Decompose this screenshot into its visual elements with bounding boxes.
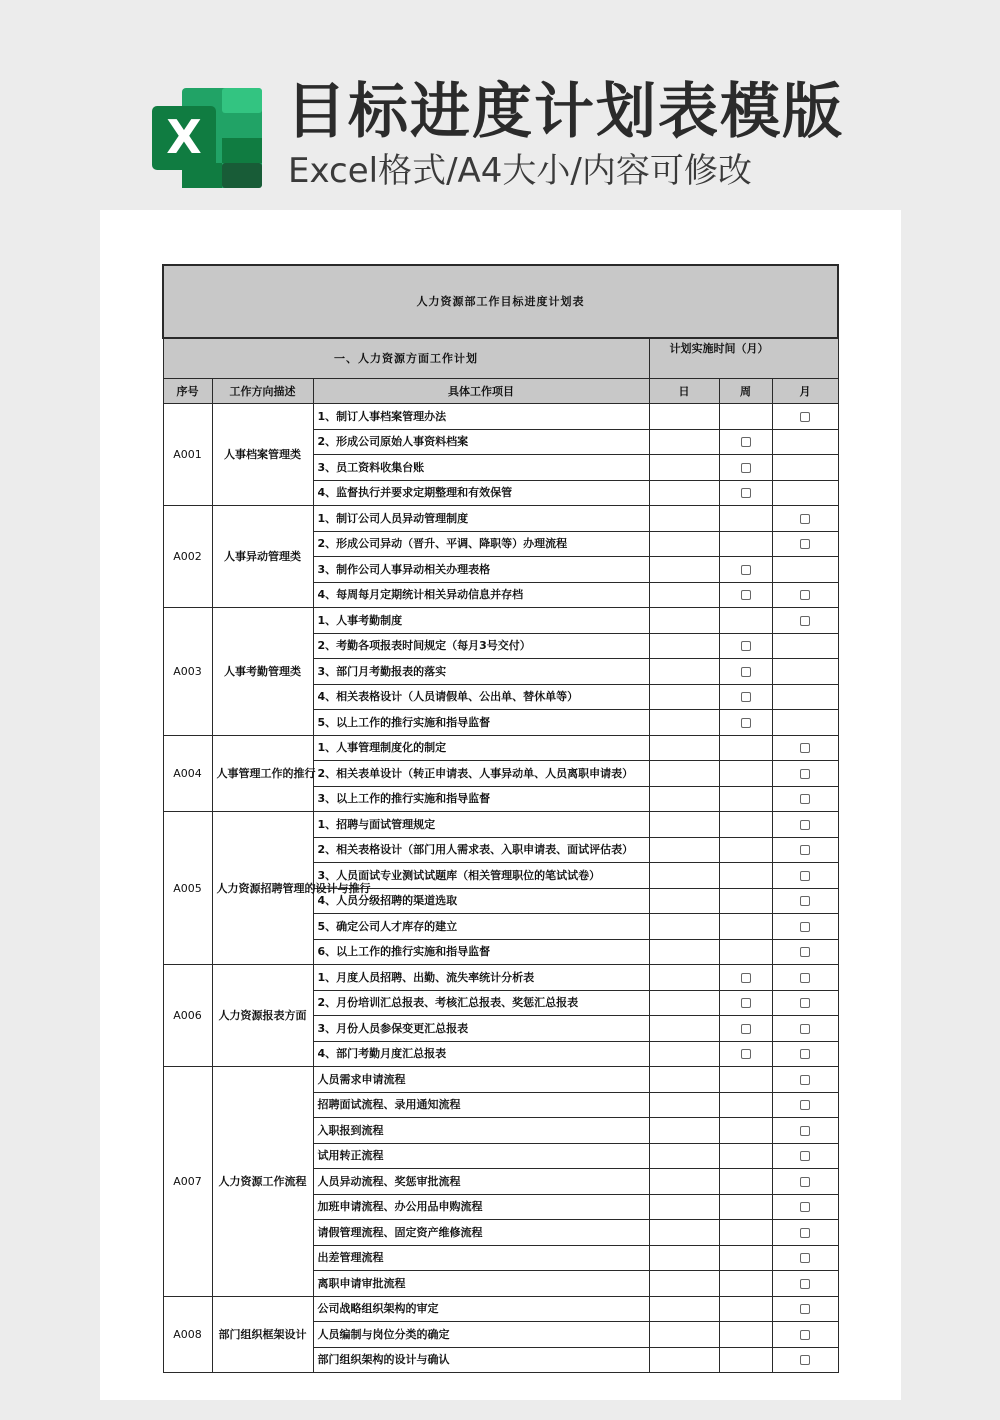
- cell-week: [719, 1169, 772, 1195]
- cell-month: [772, 786, 838, 812]
- cell-day: [649, 1347, 719, 1373]
- cell-day: [649, 914, 719, 940]
- cell-week: [719, 659, 772, 685]
- cell-day: [649, 812, 719, 838]
- cell-week: [719, 1347, 772, 1373]
- checkbox-icon[interactable]: [800, 514, 810, 524]
- task-item: 5、确定公司人才库存的建立: [313, 914, 649, 940]
- cell-week: [719, 939, 772, 965]
- cell-day: [649, 531, 719, 557]
- cell-week: [719, 582, 772, 608]
- cell-month: [772, 429, 838, 455]
- checkbox-icon[interactable]: [800, 1355, 810, 1365]
- cell-week: [719, 1067, 772, 1093]
- cell-day: [649, 939, 719, 965]
- cell-week: [719, 1245, 772, 1271]
- task-item: 1、月度人员招聘、出勤、流失率统计分析表: [313, 965, 649, 991]
- cell-week: [719, 1220, 772, 1246]
- cell-day: [649, 1067, 719, 1093]
- cell-week: [719, 1143, 772, 1169]
- checkbox-icon[interactable]: [741, 718, 751, 728]
- task-item: 试用转正流程: [313, 1143, 649, 1169]
- col-header-item: 具体工作项目: [313, 379, 649, 404]
- checkbox-icon[interactable]: [800, 1100, 810, 1110]
- group-direction: 部门组织框架设计: [212, 1296, 313, 1373]
- cell-week: [719, 761, 772, 787]
- cell-day: [649, 735, 719, 761]
- cell-month: [772, 1016, 838, 1042]
- group-id: A004: [163, 735, 212, 812]
- task-item: 2、相关表单设计（转正申请表、人事异动单、人员离职申请表）: [313, 761, 649, 787]
- task-item: 离职申请审批流程: [313, 1271, 649, 1297]
- cell-month: [772, 1169, 838, 1195]
- cell-month: [772, 939, 838, 965]
- cell-week: [719, 1194, 772, 1220]
- cell-week: [719, 812, 772, 838]
- task-item: 2、月份培训汇总报表、考核汇总报表、奖惩汇总报表: [313, 990, 649, 1016]
- checkbox-icon[interactable]: [800, 1075, 810, 1085]
- cell-month: [772, 863, 838, 889]
- table-row: [163, 608, 838, 634]
- plan-time-header: 计划实施时间（月）: [649, 338, 838, 379]
- page-title: 目标进度计划表模版: [286, 77, 844, 147]
- checkbox-icon[interactable]: [800, 1253, 810, 1263]
- checkbox-icon[interactable]: [800, 769, 810, 779]
- cell-month: [772, 1347, 838, 1373]
- cell-month: [772, 710, 838, 736]
- checkbox-icon[interactable]: [741, 1049, 751, 1059]
- checkbox-icon[interactable]: [800, 1228, 810, 1238]
- checkbox-icon[interactable]: [800, 896, 810, 906]
- task-item: 人员需求申请流程: [313, 1067, 649, 1093]
- checkbox-icon[interactable]: [800, 1202, 810, 1212]
- cell-month: [772, 506, 838, 532]
- checkbox-icon[interactable]: [800, 973, 810, 983]
- cell-day: [649, 633, 719, 659]
- cell-week: [719, 608, 772, 634]
- cell-day: [649, 1143, 719, 1169]
- cell-month: [772, 1245, 838, 1271]
- cell-week: [719, 557, 772, 583]
- cell-month: [772, 582, 838, 608]
- cell-day: [649, 1016, 719, 1042]
- cell-week: [719, 710, 772, 736]
- table-row: [163, 965, 838, 991]
- checkbox-icon[interactable]: [741, 973, 751, 983]
- task-item: 部门组织架构的设计与确认: [313, 1347, 649, 1373]
- task-item: 1、招聘与面试管理规定: [313, 812, 649, 838]
- cell-day: [649, 455, 719, 481]
- cell-month: [772, 1296, 838, 1322]
- task-item: 2、形成公司原始人事资料档案: [313, 429, 649, 455]
- cell-day: [649, 684, 719, 710]
- cell-month: [772, 837, 838, 863]
- group-id: A001: [163, 404, 212, 506]
- checkbox-icon[interactable]: [741, 692, 751, 702]
- cell-week: [719, 786, 772, 812]
- task-item: 招聘面试流程、录用通知流程: [313, 1092, 649, 1118]
- checkbox-icon[interactable]: [800, 616, 810, 626]
- cell-week: [719, 1118, 772, 1144]
- cell-month: [772, 990, 838, 1016]
- checkbox-icon[interactable]: [800, 1151, 810, 1161]
- cell-month: [772, 1220, 838, 1246]
- col-header-day: 日: [649, 379, 719, 404]
- task-item: 4、监督执行并要求定期整理和有效保管: [313, 480, 649, 506]
- cell-day: [649, 1271, 719, 1297]
- checkbox-icon[interactable]: [741, 667, 751, 677]
- cell-day: [649, 990, 719, 1016]
- section-title: 一、人力资源方面工作计划: [163, 338, 649, 379]
- checkbox-icon[interactable]: [800, 1304, 810, 1314]
- page-subtitle: Excel格式/A4大小/内容可修改: [288, 151, 752, 191]
- sheet-title: 人力资源部工作目标进度计划表: [163, 265, 838, 338]
- checkbox-icon[interactable]: [741, 463, 751, 473]
- cell-day: [649, 1322, 719, 1348]
- cell-week: [719, 837, 772, 863]
- cell-day: [649, 965, 719, 991]
- checkbox-icon[interactable]: [800, 947, 810, 957]
- cell-day: [649, 1296, 719, 1322]
- group-direction: 人事异动管理类: [212, 506, 313, 608]
- cell-month: [772, 812, 838, 838]
- cell-week: [719, 1016, 772, 1042]
- checkbox-icon[interactable]: [741, 998, 751, 1008]
- cell-month: [772, 1067, 838, 1093]
- col-header-direction: 工作方向描述: [212, 379, 313, 404]
- cell-day: [649, 404, 719, 430]
- cell-month: [772, 1118, 838, 1144]
- cell-day: [649, 1194, 719, 1220]
- checkbox-icon[interactable]: [741, 437, 751, 447]
- task-item: 出差管理流程: [313, 1245, 649, 1271]
- col-header-month: 月: [772, 379, 838, 404]
- checkbox-icon[interactable]: [741, 641, 751, 651]
- excel-logo-icon: [152, 88, 264, 188]
- checkbox-icon[interactable]: [741, 488, 751, 498]
- cell-month: [772, 965, 838, 991]
- cell-day: [649, 786, 719, 812]
- document-preview: [100, 210, 901, 1400]
- cell-month: [772, 531, 838, 557]
- cell-day: [649, 506, 719, 532]
- cell-week: [719, 888, 772, 914]
- cell-day: [649, 1245, 719, 1271]
- cell-week: [719, 1092, 772, 1118]
- task-item: 公司战略组织架构的审定: [313, 1296, 649, 1322]
- group-id: A007: [163, 1067, 212, 1297]
- checkbox-icon[interactable]: [800, 1024, 810, 1034]
- checkbox-icon[interactable]: [800, 743, 810, 753]
- cell-day: [649, 1118, 719, 1144]
- task-item: 3、人员面试专业测试试题库（相关管理职位的笔试试卷）: [313, 863, 649, 889]
- cell-month: [772, 608, 838, 634]
- cell-month: [772, 557, 838, 583]
- checkbox-icon[interactable]: [800, 820, 810, 830]
- cell-month: [772, 888, 838, 914]
- table-row: [163, 506, 838, 532]
- table-row: [163, 735, 838, 761]
- cell-day: [649, 557, 719, 583]
- cell-day: [649, 1092, 719, 1118]
- task-item: 4、相关表格设计（人员请假单、公出单、替休单等）: [313, 684, 649, 710]
- task-item: 4、每周每月定期统计相关异动信息并存档: [313, 582, 649, 608]
- cell-day: [649, 608, 719, 634]
- cell-week: [719, 429, 772, 455]
- group-id: A008: [163, 1296, 212, 1373]
- checkbox-icon[interactable]: [800, 1279, 810, 1289]
- group-direction: 人事管理工作的推行: [212, 735, 313, 812]
- checkbox-icon[interactable]: [741, 590, 751, 600]
- cell-day: [649, 710, 719, 736]
- cell-month: [772, 914, 838, 940]
- checkbox-icon[interactable]: [800, 998, 810, 1008]
- table-row: [163, 1296, 838, 1322]
- task-item: 3、部门月考勤报表的落实: [313, 659, 649, 685]
- task-item: 3、员工资料收集台账: [313, 455, 649, 481]
- cell-month: [772, 633, 838, 659]
- cell-week: [719, 1271, 772, 1297]
- table-row: [163, 1067, 838, 1093]
- cell-week: [719, 1296, 772, 1322]
- cell-day: [649, 659, 719, 685]
- cell-week: [719, 1041, 772, 1067]
- group-id: A002: [163, 506, 212, 608]
- checkbox-icon[interactable]: [800, 1049, 810, 1059]
- checkbox-icon[interactable]: [800, 845, 810, 855]
- cell-week: [719, 1322, 772, 1348]
- cell-week: [719, 633, 772, 659]
- cell-week: [719, 863, 772, 889]
- cell-month: [772, 1322, 838, 1348]
- cell-month: [772, 1143, 838, 1169]
- cell-week: [719, 965, 772, 991]
- logo-letter: X: [166, 110, 202, 164]
- checkbox-icon[interactable]: [741, 565, 751, 575]
- task-item: 2、相关表格设计（部门用人需求表、入职申请表、面试评估表）: [313, 837, 649, 863]
- checkbox-icon[interactable]: [800, 871, 810, 881]
- group-direction: 人力资源报表方面: [212, 965, 313, 1067]
- plan-table: [162, 264, 839, 1373]
- task-item: 2、形成公司异动（晋升、平调、降职等）办理流程: [313, 531, 649, 557]
- group-direction: 人力资源招聘管理的设计与推行: [212, 812, 313, 965]
- checkbox-icon[interactable]: [741, 1024, 751, 1034]
- checkbox-icon[interactable]: [800, 922, 810, 932]
- task-item: 6、以上工作的推行实施和指导监督: [313, 939, 649, 965]
- cell-month: [772, 1271, 838, 1297]
- task-item: 加班申请流程、办公用品申购流程: [313, 1194, 649, 1220]
- page-header: [0, 0, 1000, 210]
- cell-week: [719, 531, 772, 557]
- cell-week: [719, 990, 772, 1016]
- group-id: A005: [163, 812, 212, 965]
- checkbox-icon[interactable]: [800, 590, 810, 600]
- task-item: 2、考勤各项报表时间规定（每月3号交付）: [313, 633, 649, 659]
- checkbox-icon[interactable]: [800, 539, 810, 549]
- cell-month: [772, 1041, 838, 1067]
- cell-week: [719, 684, 772, 710]
- cell-month: [772, 735, 838, 761]
- cell-day: [649, 429, 719, 455]
- task-item: 3、以上工作的推行实施和指导监督: [313, 786, 649, 812]
- group-direction: 人力资源工作流程: [212, 1067, 313, 1297]
- checkbox-icon[interactable]: [800, 1177, 810, 1187]
- col-header-no: 序号: [163, 379, 212, 404]
- cell-day: [649, 1169, 719, 1195]
- cell-day: [649, 582, 719, 608]
- task-item: 人员异动流程、奖惩审批流程: [313, 1169, 649, 1195]
- task-item: 1、制订公司人员异动管理制度: [313, 506, 649, 532]
- cell-month: [772, 684, 838, 710]
- task-item: 请假管理流程、固定资产维修流程: [313, 1220, 649, 1246]
- checkbox-icon[interactable]: [800, 1330, 810, 1340]
- task-item: 3、月份人员参保变更汇总报表: [313, 1016, 649, 1042]
- group-direction: 人事档案管理类: [212, 404, 313, 506]
- cell-day: [649, 480, 719, 506]
- checkbox-icon[interactable]: [800, 412, 810, 422]
- task-item: 5、以上工作的推行实施和指导监督: [313, 710, 649, 736]
- cell-week: [719, 506, 772, 532]
- cell-month: [772, 659, 838, 685]
- task-item: 人员编制与岗位分类的确定: [313, 1322, 649, 1348]
- cell-day: [649, 837, 719, 863]
- checkbox-icon[interactable]: [800, 794, 810, 804]
- cell-week: [719, 914, 772, 940]
- group-id: A003: [163, 608, 212, 736]
- task-item: 1、制订人事档案管理办法: [313, 404, 649, 430]
- cell-week: [719, 455, 772, 481]
- cell-month: [772, 455, 838, 481]
- col-header-week: 周: [719, 379, 772, 404]
- cell-day: [649, 1220, 719, 1246]
- cell-month: [772, 1194, 838, 1220]
- task-item: 1、人事考勤制度: [313, 608, 649, 634]
- task-item: 4、人员分级招聘的渠道选取: [313, 888, 649, 914]
- task-item: 1、人事管理制度化的制定: [313, 735, 649, 761]
- cell-day: [649, 888, 719, 914]
- cell-day: [649, 761, 719, 787]
- cell-week: [719, 404, 772, 430]
- checkbox-icon[interactable]: [800, 1126, 810, 1136]
- task-item: 入职报到流程: [313, 1118, 649, 1144]
- table-row: [163, 404, 838, 430]
- cell-month: [772, 761, 838, 787]
- cell-month: [772, 480, 838, 506]
- group-direction: 人事考勤管理类: [212, 608, 313, 736]
- cell-day: [649, 1041, 719, 1067]
- task-item: 4、部门考勤月度汇总报表: [313, 1041, 649, 1067]
- group-id: A006: [163, 965, 212, 1067]
- table-row: [163, 812, 838, 838]
- cell-month: [772, 1092, 838, 1118]
- cell-week: [719, 735, 772, 761]
- cell-week: [719, 480, 772, 506]
- cell-month: [772, 404, 838, 430]
- task-item: 3、制作公司人事异动相关办理表格: [313, 557, 649, 583]
- cell-day: [649, 863, 719, 889]
